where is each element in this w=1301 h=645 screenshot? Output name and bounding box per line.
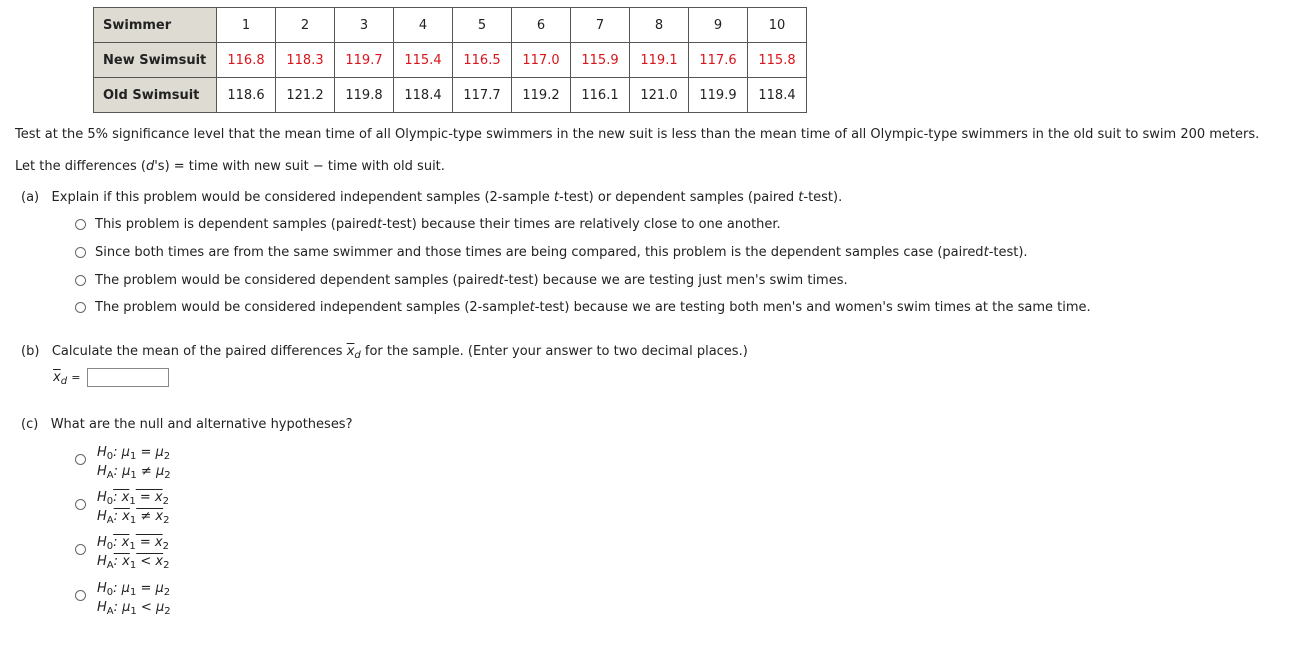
new-time-cell: 116.5 — [453, 43, 512, 78]
hypothesis-option[interactable] — [97, 445, 171, 483]
null-hypothesis: $H_0$: $\mu_1 = \mu_2$ — [97, 445, 171, 462]
old-swimsuit-row — [94, 78, 807, 113]
radio-button[interactable] — [75, 275, 86, 286]
part-b-label: (b) — [21, 344, 40, 359]
hypothesis-radio-button[interactable] — [75, 590, 86, 601]
new-time-cell: 116.8 — [217, 43, 276, 78]
swimmer-cell: 5 — [453, 8, 512, 43]
old-time-cell: 117.7 — [453, 78, 512, 113]
new-time-cell: 117.6 — [689, 43, 748, 78]
swimmer-cell: 3 — [335, 8, 394, 43]
old-time-cell: 116.1 — [571, 78, 630, 113]
old-time-cell: 121.0 — [630, 78, 689, 113]
new-time-cell: 115.8 — [748, 43, 807, 78]
new-time-cell: 115.4 — [394, 43, 453, 78]
new-time-cell: 117.0 — [512, 43, 571, 78]
differences-definition: Let the differences (d's) = time with new suit − time with old suit. — [15, 159, 445, 174]
hypothesis-option[interactable] — [97, 581, 171, 619]
old-time-cell: 119.9 — [689, 78, 748, 113]
new-time-cell: 115.9 — [571, 43, 630, 78]
hypothesis-radio-button[interactable] — [75, 544, 86, 555]
swimmer-header: Swimmer — [94, 8, 217, 43]
part-a-option[interactable]: This problem is dependent samples (paired t -test) because their times are relatively close to one another. — [75, 217, 781, 232]
swimmer-cell: 8 — [630, 8, 689, 43]
old-time-cell: 119.2 — [512, 78, 571, 113]
null-hypothesis: $H_0$: $\mu_1 = \mu_2$ — [97, 581, 171, 598]
old-swimsuit-header: Old Swimsuit — [94, 78, 217, 113]
swimsuit-data-table — [93, 7, 807, 113]
old-time-cell: 118.4 — [748, 78, 807, 113]
hypothesis-option[interactable] — [97, 490, 169, 528]
null-hypothesis: $H_0$: $x_1 = x_2$ — [97, 535, 169, 552]
part-a-question: (a) Explain if this problem would be considered independent samples (2-sample t-test) or dependent samples (paired t-test). — [21, 190, 843, 205]
new-time-cell: 119.7 — [335, 43, 394, 78]
hypothesis-option[interactable] — [97, 535, 169, 573]
swimmer-row — [94, 8, 807, 43]
swimmer-cell: 2 — [276, 8, 335, 43]
old-time-cell: 118.4 — [394, 78, 453, 113]
new-swimsuit-row — [94, 43, 807, 78]
test-statement: Test at the 5% significance level that the mean time of all Olympic-type swimmers in the new suit is less than the mean time of all Olympic-type swimmers in the old suit to swim 200 meters. — [15, 127, 1260, 142]
alternative-hypothesis: $H_A$: $x_1 < x_2$ — [97, 554, 170, 571]
swimmer-cell: 1 — [217, 8, 276, 43]
new-time-cell: 118.3 — [276, 43, 335, 78]
answer-variable-label: $\overline{x}_d$ = — [53, 370, 81, 387]
alternative-hypothesis: $H_A$: $\mu_1 \ne \mu_2$ — [97, 464, 171, 481]
alternative-hypothesis: $H_A$: $\mu_1 < \mu_2$ — [97, 600, 171, 617]
old-time-cell: 119.8 — [335, 78, 394, 113]
part-c-question: (c) What are the null and alternative hypotheses? — [21, 417, 353, 432]
radio-button[interactable] — [75, 247, 86, 258]
new-swimsuit-header: New Swimsuit — [94, 43, 217, 78]
alternative-hypothesis: $H_A$: $x_1 \ne x_2$ — [97, 509, 170, 526]
old-time-cell: 121.2 — [276, 78, 335, 113]
null-hypothesis: $H_0$: $x_1 = x_2$ — [97, 490, 169, 507]
part-a-option[interactable]: The problem would be considered dependent samples (paired t -test) because we are testing just men's swim times. — [75, 273, 848, 288]
radio-button[interactable] — [75, 219, 86, 230]
part-b-question: (b) Calculate the mean of the paired differences $\overline{x}_d$ for the sample. (Enter your answer to two decimal places.) — [21, 344, 748, 361]
new-time-cell: 119.1 — [630, 43, 689, 78]
swimmer-cell: 7 — [571, 8, 630, 43]
part-c-label: (c) — [21, 417, 39, 432]
part-a-label: (a) — [21, 190, 40, 205]
swimmer-cell: 6 — [512, 8, 571, 43]
part-a-option[interactable]: The problem would be considered independent samples (2-sample t -test) because we are testing both men's and women's swim times at the same time. — [75, 300, 1091, 315]
swimmer-cell: 10 — [748, 8, 807, 43]
radio-button[interactable] — [75, 302, 86, 313]
mean-difference-input[interactable] — [87, 368, 169, 387]
swimmer-cell: 4 — [394, 8, 453, 43]
old-time-cell: 118.6 — [217, 78, 276, 113]
part-a-option[interactable]: Since both times are from the same swimmer and those times are being compared, this problem is the dependent samples case (paired t -test). — [75, 245, 1028, 260]
swimmer-cell: 9 — [689, 8, 748, 43]
hypothesis-radio-button[interactable] — [75, 454, 86, 465]
hypothesis-radio-button[interactable] — [75, 499, 86, 510]
